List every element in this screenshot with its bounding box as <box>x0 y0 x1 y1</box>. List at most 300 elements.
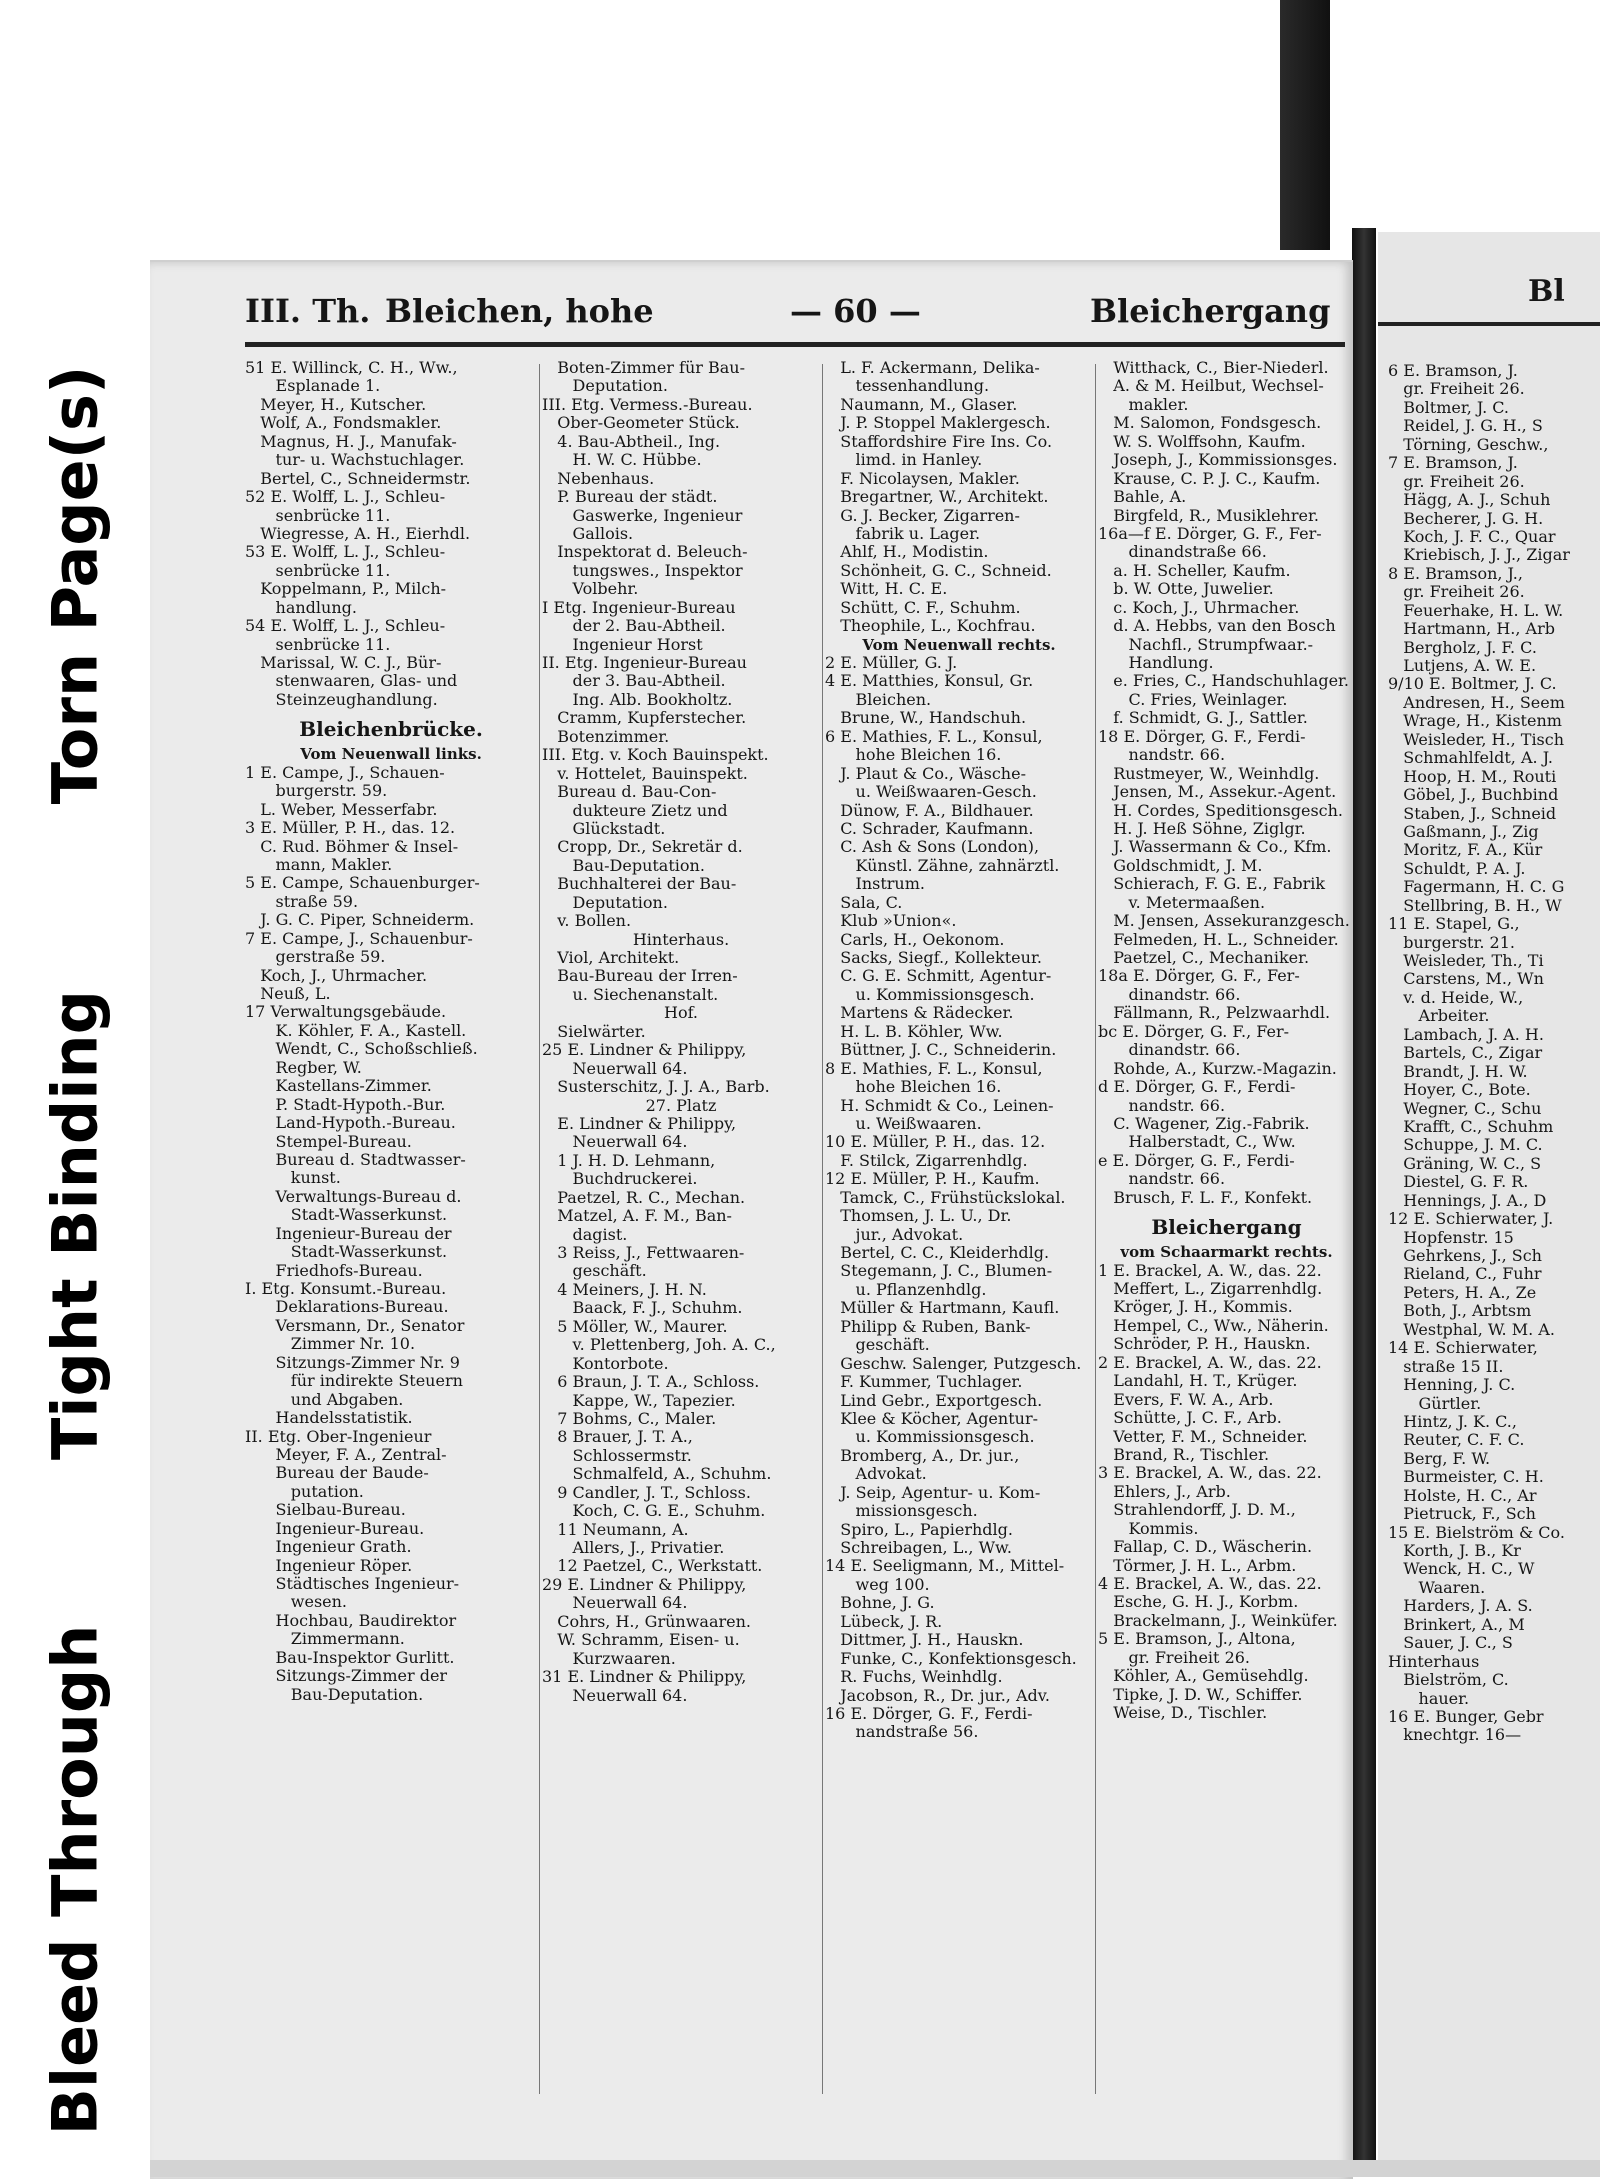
directory-entry: Ingenieur-Bureau. <box>245 1519 425 1538</box>
directory-entry: Naumann, M., Glaser. <box>825 395 1018 414</box>
building-heading: Hinterhaus. <box>632 930 730 949</box>
directory-entry: 1 E. Campe, J., Schauen- <box>245 763 445 782</box>
directory-entry: Schmahlfeldt, A. J. <box>1388 748 1553 768</box>
directory-entry: Bregartner, W., Architekt. <box>825 488 1049 507</box>
street-title-right: Bleichergang <box>1090 292 1331 330</box>
directory-entry: Westphal, W. M. A. <box>1388 1319 1555 1339</box>
directory-entry: Philipp & Ruben, Bank- <box>825 1317 1031 1336</box>
column-divider <box>822 364 823 2094</box>
directory-entry: Sacks, Siegf., Kollekteur. <box>825 949 1042 967</box>
directory-entry: burgerstr. 21. <box>1388 932 1515 952</box>
directory-entry: Baack, F. J., Schuhm. <box>542 1299 743 1318</box>
directory-entry: Hoop, H. M., Routi <box>1388 766 1557 786</box>
directory-entry: 15 E. Bielström & Co. <box>1388 1522 1565 1542</box>
directory-entry: u. Weißwaaren. <box>825 1114 982 1133</box>
directory-entry: H. L. B. Köhler, Ww. <box>825 1022 1003 1041</box>
directory-entry: Strahlendorff, J. D. M., <box>1098 1501 1296 1520</box>
directory-entry: missionsgesch. <box>825 1502 978 1521</box>
directory-entry: Birgfeld, R., Musiklehrer. <box>1098 506 1319 525</box>
directory-entry: Staben, J., Schneid <box>1388 803 1557 823</box>
side-heading: Vom Neuenwall links. <box>300 745 482 764</box>
directory-entry: Schuldt, P. A. J. <box>1388 858 1526 878</box>
directory-entry: Rohde, A., Kurzw.-Magazin. <box>1098 1059 1337 1078</box>
directory-entry: Tipke, J. D. W., Schiffer. <box>1098 1685 1303 1704</box>
directory-entry: Meyer, F. A., Zentral- <box>245 1445 447 1464</box>
directory-entry: Witt, H. C. E. <box>825 580 948 599</box>
directory-entry: H. Schmidt & Co., Leinen- <box>825 1096 1054 1115</box>
directory-entry: Martens & Rädecker. <box>825 1004 1014 1023</box>
directory-entry: Jacobson, R., Dr. jur., Adv. <box>825 1686 1050 1705</box>
directory-entry: Gräning, W. C., S <box>1388 1153 1542 1173</box>
directory-entry: A. & M. Heilbut, Wechsel- <box>1098 377 1324 396</box>
directory-entry: Arbeiter. <box>1388 1006 1490 1026</box>
directory-entry: Burmeister, C. H. <box>1388 1467 1544 1487</box>
directory-entry: J. Seip, Agentur- u. Kom- <box>825 1483 1041 1502</box>
directory-entry: Gürtler. <box>1388 1393 1482 1413</box>
directory-entry: dinandstraße 66. <box>1098 543 1267 562</box>
directory-entry: tessenhandlung. <box>825 377 990 396</box>
directory-entry: Theophile, L., Kochfrau. <box>825 617 1036 636</box>
directory-entry: hohe Bleichen 16. <box>825 1078 1002 1097</box>
directory-entry: Bromberg, A., Dr. jur., <box>825 1446 1020 1465</box>
directory-entry: senbrücke 11. <box>245 561 391 580</box>
column-2 <box>542 359 820 2099</box>
directory-entry: Magnus, H. J., Manufak- <box>245 432 457 451</box>
directory-entry: 16 E. Bunger, Gebr <box>1388 1706 1544 1726</box>
directory-entry: fabrik u. Lager. <box>825 524 981 543</box>
directory-entry: burgerstr. 59. <box>245 782 388 801</box>
directory-entry: straße 59. <box>245 892 359 911</box>
directory-entry: Waaren. <box>1388 1577 1486 1597</box>
directory-entry: senbrücke 11. <box>245 635 391 654</box>
directory-entry: Spiro, L., Papierhdlg. <box>825 1520 1013 1539</box>
directory-entry: gerstraße 59. <box>245 948 386 967</box>
directory-entry: e. Fries, C., Handschuhlager. <box>1098 672 1350 691</box>
torn-pages-label: Torn Page(s) <box>38 365 112 805</box>
directory-entry: für indirekte Steuern <box>245 1372 463 1391</box>
directory-entry: handlung. <box>245 598 357 617</box>
directory-entry: u. Weißwaaren-Gesch. <box>825 783 1037 802</box>
directory-entry: 25 E. Lindner & Philippy, <box>542 1041 747 1060</box>
directory-entry: gr. Freiheit 26. <box>1388 379 1525 399</box>
directory-entry: 16a—f E. Dörger, G. F., Fer- <box>1098 524 1322 543</box>
directory-entry: Tamck, C., Frühstückslokal. <box>825 1188 1066 1207</box>
directory-entry: 9/10 E. Boltmer, J. C. <box>1388 674 1557 694</box>
directory-entry: Brandt, J. H. W. <box>1388 1061 1528 1081</box>
directory-entry: II. Etg. Ober-Ingenieur <box>245 1427 432 1446</box>
facing-page-fragment <box>1378 232 1600 2177</box>
directory-entry: Zimmermann. <box>245 1630 405 1649</box>
directory-entry: knechtgr. 16— <box>1388 1725 1522 1745</box>
directory-entry: Schlossermstr. <box>542 1446 692 1465</box>
directory-entry: geschäft. <box>825 1336 930 1355</box>
directory-entry: Weisleder, Th., Ti <box>1388 951 1544 970</box>
directory-entry: Brand, R., Tischler. <box>1098 1445 1270 1464</box>
directory-entry: Botenzimmer. <box>542 727 670 746</box>
directory-entry: 6 E. Bramson, J. <box>1388 361 1518 380</box>
directory-entry: Esplanade 1. <box>245 377 381 396</box>
directory-entry: v. Bollen. <box>542 912 632 931</box>
directory-entry: Ingenieur-Bureau der <box>245 1224 452 1243</box>
directory-entry: u. Siechenanstalt. <box>542 985 719 1004</box>
directory-entry: Sitzungs-Zimmer der <box>245 1667 448 1686</box>
directory-entry: 8 E. Mathies, F. L., Konsul, <box>825 1059 1043 1078</box>
directory-entry: 7 E. Campe, J., Schauenbur- <box>245 929 473 948</box>
directory-entry: Bureau d. Stadtwasser- <box>245 1150 466 1169</box>
building-heading: Hof. <box>663 1004 699 1023</box>
directory-entry: C. Rud. Böhmer & Insel- <box>245 837 459 856</box>
directory-entry: 10 E. Müller, P. H., das. 12. <box>825 1133 1046 1152</box>
directory-entry: Ing. Alb. Bookholtz. <box>542 690 733 709</box>
side-heading: Vom Neuenwall rechts. <box>862 635 1056 654</box>
directory-entry: 29 E. Lindner & Philippy, <box>542 1575 747 1594</box>
directory-entry: Göbel, J., Buchbind <box>1388 785 1559 805</box>
directory-entry: Kappe, W., Tapezier. <box>542 1391 736 1410</box>
directory-entry: und Abgaben. <box>245 1390 404 1409</box>
directory-entry: 4. Bau-Abtheil., Ing. <box>542 432 721 451</box>
directory-entry: gr. Freiheit 26. <box>1388 471 1525 491</box>
directory-entry: Ober-Geometer Stück. <box>542 414 740 433</box>
page-number: — 60 — <box>790 292 921 330</box>
directory-entry: Brune, W., Handschuh. <box>825 709 1027 728</box>
side-heading: vom Schaarmarkt rechts. <box>1120 1243 1333 1262</box>
directory-entry: E. Lindner & Philippy, <box>542 1114 737 1133</box>
directory-entry: Fällmann, R., Pelzwaarhdl. <box>1098 1004 1331 1023</box>
directory-entry: Becherer, J. G. H. <box>1388 508 1544 528</box>
directory-entry: stenwaaren, Glas- und <box>245 672 458 691</box>
directory-entry: Verwaltungs-Bureau d. <box>245 1187 462 1206</box>
directory-entry: Halberstadt, C., Ww. <box>1098 1133 1296 1152</box>
facing-page-header: Bl <box>1528 274 1565 309</box>
directory-entry: Bureau der Baude- <box>245 1464 429 1483</box>
directory-entry: Müller & Hartmann, Kaufl. <box>825 1299 1060 1318</box>
directory-entry: Matzel, A. F. M., Ban- <box>542 1207 732 1226</box>
directory-entry: Sauer, J. C., S <box>1388 1633 1513 1653</box>
directory-entry: H. Cordes, Speditionsgesch. <box>1098 801 1343 820</box>
directory-entry: der 2. Bau-Abtheil. <box>542 617 726 636</box>
directory-entry: Stempel-Bureau. <box>245 1132 412 1151</box>
directory-entry: hauer. <box>1388 1688 1470 1708</box>
directory-entry: Buchdruckerei. <box>542 1170 698 1189</box>
directory-entry: 12 Paetzel, C., Werkstatt. <box>542 1557 763 1576</box>
directory-entry: Krafft, C., Schuhm <box>1388 1116 1554 1136</box>
directory-entry: J. Wassermann & Co., Kfm. <box>1098 838 1332 857</box>
directory-entry: Koch, J., Uhrmacher. <box>245 966 428 985</box>
directory-entry: F. Kummer, Tuchlager. <box>825 1373 1023 1392</box>
directory-entry: Klee & Köcher, Agentur- <box>825 1409 1038 1428</box>
directory-entry: P. Bureau der städt. <box>542 488 718 507</box>
directory-entry: Hopfenstr. 15 <box>1388 1227 1514 1247</box>
directory-entry: Pietruck, F., Sch <box>1388 1504 1536 1524</box>
directory-entry: L. F. Ackermann, Delika- <box>825 359 1040 377</box>
directory-entry: bc E. Dörger, G. F., Fer- <box>1098 1022 1290 1041</box>
directory-entry: a. H. Scheller, Kaufm. <box>1098 561 1291 580</box>
directory-entry: Peters, H. A., Ze <box>1388 1282 1537 1302</box>
directory-entry: Korth, J. B., Kr <box>1388 1541 1521 1560</box>
directory-entry: 3 E. Müller, P. H., das. 12. <box>245 819 456 838</box>
directory-entry: Handlung. <box>1098 654 1214 672</box>
directory-entry: H. W. C. Hübbe. <box>542 451 702 470</box>
directory-entry: Bau-Inspektor Gurlitt. <box>245 1648 455 1667</box>
directory-entry: Stadt-Wasserkunst. <box>245 1206 448 1225</box>
directory-entry: I. Etg. Konsumt.-Bureau. <box>245 1280 447 1298</box>
directory-entry: 31 E. Lindner & Philippy, <box>542 1668 747 1687</box>
directory-entry: 7 Bohms, C., Maler. <box>542 1409 717 1428</box>
directory-entry: dukteure Zietz und <box>542 801 728 820</box>
directory-entry: Hempel, C., Ww., Näherin. <box>1098 1316 1329 1335</box>
directory-entry: Evers, F. W. A., Arb. <box>1098 1390 1274 1409</box>
directory-entry: Bergholz, J. F. C. <box>1388 637 1537 657</box>
directory-entry: Bureau d. Bau-Con- <box>542 783 717 802</box>
directory-entry: Gaßmann, J., Zig <box>1388 821 1539 841</box>
directory-entry: Witthack, C., Bier-Niederl. <box>1098 359 1329 377</box>
directory-entry: mann, Makler. <box>245 855 393 874</box>
directory-entry: Wendt, C., Schoßschließ. <box>245 1040 478 1059</box>
directory-entry: Dünow, F. A., Bildhauer. <box>825 801 1034 820</box>
directory-entry: nandstr. 66. <box>1098 746 1226 765</box>
directory-entry: Wiegresse, A. H., Eierhdl. <box>245 524 471 543</box>
directory-entry: Kurzwaaren. <box>542 1649 676 1668</box>
directory-entry: 11 E. Stapel, G., <box>1388 914 1520 934</box>
directory-entry: v. Plettenberg, Joh. A. C., <box>542 1336 776 1355</box>
directory-entry: Regber, W. <box>245 1058 362 1077</box>
directory-entry: limd. in Hanley. <box>825 451 983 470</box>
directory-entry: Sielbau-Bureau. <box>245 1501 406 1520</box>
directory-entry: 51 E. Willinck, C. H., Ww., <box>245 359 458 377</box>
directory-entry: Bahle, A. <box>1098 488 1187 507</box>
directory-entry: Stegemann, J. C., Blumen- <box>825 1262 1053 1281</box>
directory-entry: Bau-Deputation. <box>245 1685 424 1704</box>
directory-entry: K. Köhler, F. A., Kastell. <box>245 1021 467 1040</box>
directory-entry: Paetzel, C., Mechaniker. <box>1098 949 1310 967</box>
directory-entry: Bau-Bureau der Irren- <box>542 967 738 986</box>
directory-entry: Bau-Deputation. <box>542 856 705 875</box>
directory-entry: Kastellans-Zimmer. <box>245 1077 432 1096</box>
directory-entry: Boten-Zimmer für Bau- <box>542 359 746 377</box>
directory-entry: Funke, C., Konfektionsgesch. <box>825 1649 1077 1668</box>
directory-entry: Stellbring, B. H., W <box>1388 895 1562 915</box>
directory-entry: 11 Neumann, A. <box>542 1520 689 1539</box>
directory-entry: Nebenhaus. <box>542 469 655 488</box>
directory-entry: Dittmer, J. H., Hauskn. <box>825 1631 1024 1650</box>
directory-entry: Joseph, J., Kommissionsges. <box>1098 451 1338 470</box>
directory-entry: Cropp, Dr., Sekretär d. <box>542 838 743 857</box>
directory-entry: f. Schmidt, G. J., Sattler. <box>1098 709 1308 728</box>
directory-entry: III. Etg. Vermess.-Bureau. <box>542 395 753 414</box>
directory-entry: Ehlers, J., Arb. <box>1098 1482 1231 1501</box>
directory-entry: gr. Freiheit 26. <box>1098 1648 1251 1667</box>
directory-entry: Versmann, Dr., Senator <box>245 1316 465 1335</box>
directory-entry: Wrage, H., Kistenm <box>1388 711 1562 731</box>
directory-entry: Brinkert, A., M <box>1388 1614 1525 1634</box>
directory-entry: wesen. <box>245 1593 348 1612</box>
directory-entry: Nachfl., Strumpfwaar.- <box>1098 635 1314 654</box>
directory-entry: Andresen, H., Seem <box>1388 692 1565 712</box>
directory-entry: Boltmer, J. C. <box>1388 397 1509 417</box>
directory-entry: 1 E. Brackel, A. W., das. 22. <box>1098 1261 1322 1280</box>
directory-entry: Krause, C. P. J. C., Kaufm. <box>1098 469 1321 488</box>
directory-entry: Lind Gebr., Exportgesch. <box>825 1391 1043 1410</box>
directory-entry: c. Koch, J., Uhrmacher. <box>1098 598 1300 617</box>
directory-entry: Friedhofs-Bureau. <box>245 1261 423 1280</box>
directory-page <box>150 260 1353 2179</box>
directory-entry: Weisleder, H., Tisch <box>1388 729 1565 749</box>
directory-entry: Törning, Geschw., <box>1388 434 1549 454</box>
street-heading: Bleichergang <box>1151 1215 1302 1240</box>
directory-entry: Carls, H., Oekonom. <box>825 930 1005 949</box>
directory-entry: 2 E. Brackel, A. W., das. 22. <box>1098 1353 1322 1372</box>
directory-entry: Hochbau, Baudirektor <box>245 1611 457 1630</box>
directory-entry: u. Kommissionsgesch. <box>825 985 1035 1004</box>
directory-entry: 17 Verwaltungsgebäude. <box>245 1003 447 1022</box>
directory-entry: senbrücke 11. <box>245 506 391 525</box>
directory-entry: Holste, H. C., Ar <box>1388 1485 1537 1505</box>
directory-entry: M. Salomon, Fondsgesch. <box>1098 414 1322 433</box>
directory-entry: weg 100. <box>825 1575 930 1594</box>
directory-entry: Sitzungs-Zimmer Nr. 9 <box>245 1353 460 1372</box>
column-divider <box>1095 364 1096 2094</box>
directory-entry: Gaswerke, Ingenieur <box>542 506 743 525</box>
column-3 <box>825 359 1093 2099</box>
directory-entry: Thomsen, J. L. U., Dr. <box>825 1207 1012 1226</box>
directory-entry: 1 J. H. D. Lehmann, <box>542 1151 716 1170</box>
directory-entry: Felmeden, H. L., Schneider. <box>1098 930 1339 949</box>
directory-entry: Marissal, W. C. J., Bür- <box>245 654 442 672</box>
directory-entry: v. d. Heide, W., <box>1388 987 1524 1007</box>
directory-entry: 14 E. Schierwater, <box>1388 1338 1538 1358</box>
directory-entry: u. Kommissionsgesch. <box>825 1428 1035 1447</box>
directory-entry: Paetzel, R. C., Mechan. <box>542 1188 746 1207</box>
directory-columns <box>245 359 1353 2159</box>
directory-entry: Both, J., Arbtsm <box>1388 1301 1532 1321</box>
directory-entry: tungswes., Inspektor <box>542 561 743 580</box>
directory-entry: Esche, G. H. J., Korbm. <box>1098 1593 1299 1612</box>
facing-header-rule <box>1378 322 1600 326</box>
directory-entry: III. Etg. v. Koch Bauinspekt. <box>542 746 769 765</box>
directory-entry: Steinzeughandlung. <box>245 690 438 709</box>
directory-entry: Harders, J. A. S. <box>1388 1596 1533 1616</box>
street-heading: Bleichenbrücke. <box>299 717 483 742</box>
directory-entry: Bielström, C. <box>1388 1670 1509 1690</box>
directory-entry: e E. Dörger, G. F., Ferdi- <box>1098 1151 1295 1170</box>
directory-entry: Törmer, J. H. L., Arbm. <box>1098 1556 1297 1575</box>
directory-entry: Landahl, H. T., Krüger. <box>1098 1372 1298 1391</box>
directory-entry: Wegner, C., Schu <box>1388 1098 1542 1118</box>
directory-entry: Kriebisch, J. J., Zigar <box>1388 545 1570 565</box>
directory-entry: Koppelmann, P., Milch- <box>245 580 447 599</box>
directory-entry: Brackelmann, J., Weinküfer. <box>1098 1611 1338 1630</box>
directory-entry: Geschw. Salenger, Putzgesch. <box>825 1354 1082 1373</box>
directory-entry: Städtisches Ingenieur- <box>245 1575 460 1593</box>
directory-entry: Künstl. Zähne, zahnärztl. <box>825 856 1060 875</box>
directory-entry: Hintz, J. K. C., <box>1388 1411 1517 1431</box>
running-header <box>245 292 1335 342</box>
directory-entry: 12 E. Müller, P. H., Kaufm. <box>825 1170 1040 1189</box>
directory-entry: Lübeck, J. R. <box>825 1612 943 1631</box>
directory-entry: Schreibagen, L., Ww. <box>825 1539 1012 1557</box>
directory-entry: 3 Reiss, J., Fettwaaren- <box>542 1244 745 1262</box>
directory-entry: F. Stilck, Zigarrenhdlg. <box>825 1151 1028 1170</box>
directory-entry: Gehrkens, J., Sch <box>1388 1246 1542 1265</box>
directory-entry: Fallap, C. D., Wäscherin. <box>1098 1538 1313 1557</box>
directory-entry: Neuerwall 64. <box>542 1133 688 1152</box>
directory-entry: 8 E. Bramson, J., <box>1388 563 1523 583</box>
directory-entry: Rustmeyer, W., Weinhdlg. <box>1098 764 1320 783</box>
directory-entry: 12 E. Schierwater, J. <box>1388 1209 1554 1229</box>
directory-entry: dinandstr. 66. <box>1098 1041 1241 1060</box>
directory-entry: Instrum. <box>825 875 925 894</box>
directory-entry: II. Etg. Ingenieur-Bureau <box>542 654 747 672</box>
directory-entry: Hägg, A. J., Schuh <box>1388 490 1551 510</box>
building-heading: Hinterhaus <box>1388 1651 1480 1671</box>
directory-entry: nandstr. 66. <box>1098 1170 1226 1189</box>
directory-entry: 6 E. Mathies, F. L., Konsul, <box>825 727 1043 746</box>
directory-entry: Gallois. <box>542 524 634 543</box>
directory-entry: dagist. <box>542 1225 628 1244</box>
directory-entry: Deklarations-Bureau. <box>245 1298 449 1317</box>
directory-entry: Sielwärter. <box>542 1022 646 1041</box>
directory-entry: Neuerwall 64. <box>542 1686 688 1705</box>
directory-entry: Ingenieur Horst <box>542 635 703 654</box>
directory-entry: nandstraße 56. <box>825 1723 979 1742</box>
directory-entry: Bohne, J. G. <box>825 1594 935 1613</box>
book-gutter <box>1352 228 1376 2177</box>
directory-entry: Carstens, M., Wn <box>1388 969 1544 989</box>
directory-entry: J. P. Stoppel Maklergesch. <box>825 414 1051 433</box>
directory-entry: 4 E. Matthies, Konsul, Gr. <box>825 672 1034 691</box>
directory-entry: Schröder, P. H., Hauskn. <box>1098 1335 1311 1354</box>
directory-entry: 3 E. Brackel, A. W., das. 22. <box>1098 1464 1322 1483</box>
directory-entry: d. A. Hebbs, van den Bosch <box>1098 617 1336 636</box>
directory-entry: Koch, C. G. E., Schuhm. <box>542 1502 766 1521</box>
directory-entry: Lutjens, A. W. E. <box>1388 656 1537 675</box>
directory-entry: 6 Braun, J. T. A., Schloss. <box>542 1373 760 1392</box>
directory-entry: Schierach, F. G. E., Fabrik <box>1098 875 1326 894</box>
directory-entry: Hennings, J. A., D <box>1388 1190 1547 1210</box>
directory-entry: 2 E. Müller, G. J. <box>825 654 958 672</box>
directory-entry: Meffert, L., Zigarrenhdlg. <box>1098 1280 1323 1298</box>
directory-entry: b. W. Otte, Juwelier. <box>1098 580 1274 599</box>
scan-quality-labels <box>0 0 150 2177</box>
directory-entry: 5 E. Bramson, J., Altona, <box>1098 1630 1296 1649</box>
directory-entry: C. Fries, Weinlager. <box>1098 690 1288 709</box>
directory-entry: hohe Bleichen 16. <box>825 746 1002 765</box>
directory-entry: Lambach, J. A. H. <box>1388 1024 1544 1044</box>
directory-entry: 4 Meiners, J. H. N. <box>542 1280 707 1299</box>
directory-entry: Bertel, C., Schneidermstr. <box>245 469 471 488</box>
directory-entry: Staffordshire Fire Ins. Co. <box>825 432 1053 451</box>
directory-entry: Klub »Union«. <box>825 912 957 931</box>
directory-entry: R. Fuchs, Weinhdlg. <box>825 1668 1003 1687</box>
directory-entry: dinandstr. 66. <box>1098 985 1241 1004</box>
directory-entry: u. Pflanzenhdlg. <box>825 1280 987 1299</box>
column-1 <box>245 359 537 2099</box>
directory-entry: putation. <box>245 1482 364 1501</box>
directory-entry: 18a E. Dörger, G. F., Fer- <box>1098 967 1300 986</box>
directory-entry: C. Wagener, Zig.-Fabrik. <box>1098 1114 1310 1133</box>
directory-entry: Sala, C. <box>825 893 903 912</box>
directory-entry: Köhler, A., Gemüsehdlg. <box>1098 1667 1309 1686</box>
directory-entry: Zimmer Nr. 10. <box>245 1335 416 1354</box>
directory-entry: Fagermann, H. C. G <box>1388 877 1565 897</box>
directory-entry: Feuerhake, H. L. W. <box>1388 600 1564 620</box>
directory-entry: M. Jensen, Assekuranzgesch. <box>1098 912 1350 931</box>
directory-entry: Moritz, F. A., Kür <box>1388 840 1543 860</box>
directory-entry: Meyer, H., Kutscher. <box>245 395 427 414</box>
directory-entry: Deputation. <box>542 377 668 396</box>
street-title-left: Bleichen, hohe <box>385 292 654 330</box>
directory-entry: Koch, J. F. C., Quar <box>1388 526 1556 546</box>
